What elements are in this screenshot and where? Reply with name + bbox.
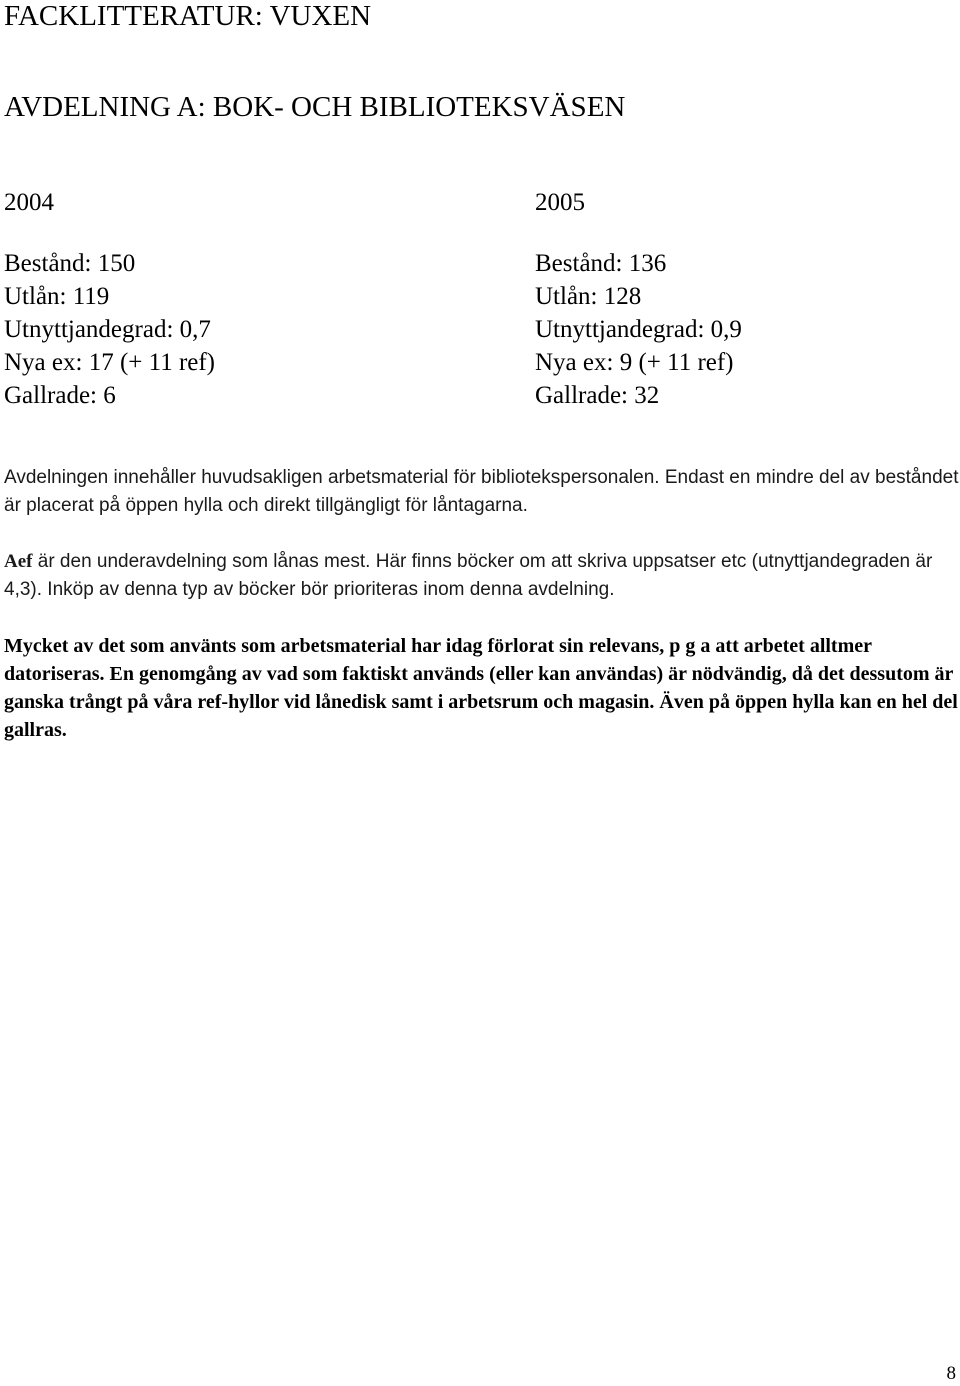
aef-term: Aef <box>4 551 33 572</box>
utnyttjandegrad-value: Utnyttjandegrad: 0,9 <box>535 316 742 343</box>
section-title: AVDELNING A: BOK- OCH BIBLIOTEKSVÄSEN <box>4 91 626 123</box>
paragraph-aef <box>4 548 959 604</box>
aef-text: är den underavdelning som lånas mest. Här finns böcker om att skriva uppsatser etc (utnyttjandegraden är 4,3). Inköp av denna typ av böcker bör prioriteras inom denna avdelning. <box>4 551 933 600</box>
utlan-value: Utlån: 119 <box>4 283 110 310</box>
stats-2004 <box>4 186 215 412</box>
paragraph-overview: Avdelningen innehåller huvudsakligen arbetsmaterial för bibliotekspersonalen. Endast en mindre del av beståndet är placerat på öppen hylla och direkt tillgängligt för låntagarna. <box>4 467 959 516</box>
gallrade-value: Gallrade: 6 <box>4 382 116 409</box>
year-label: 2004 <box>4 189 54 216</box>
gallrade-value: Gallrade: 32 <box>535 382 660 409</box>
page-number: 8 <box>946 1363 956 1384</box>
stats-2005 <box>535 186 742 412</box>
paragraph-recommendation: Mycket av det som använts som arbetsmaterial har idag förlorat sin relevans, p g a att arbetet alltmer datoriseras. En genomgång av vad som faktiskt används (eller kan användas) är nödvändig, då det dessutom är ganska trångt på våra ref-hyllor vid lånedisk samt i arbetsrum och magasin. Även på öppen hylla kan en hel del gallras. <box>4 635 958 741</box>
year-label: 2005 <box>535 189 585 216</box>
document-title: FACKLITTERATUR: VUXEN <box>4 0 372 32</box>
nya-ex-value: Nya ex: 9 (+ 11 ref) <box>535 349 734 376</box>
utlan-value: Utlån: 128 <box>535 283 642 310</box>
utnyttjandegrad-value: Utnyttjandegrad: 0,7 <box>4 316 211 343</box>
nya-ex-value: Nya ex: 17 (+ 11 ref) <box>4 349 216 376</box>
bestand-value: Bestånd: 150 <box>4 250 136 277</box>
bestand-value: Bestånd: 136 <box>535 250 667 277</box>
